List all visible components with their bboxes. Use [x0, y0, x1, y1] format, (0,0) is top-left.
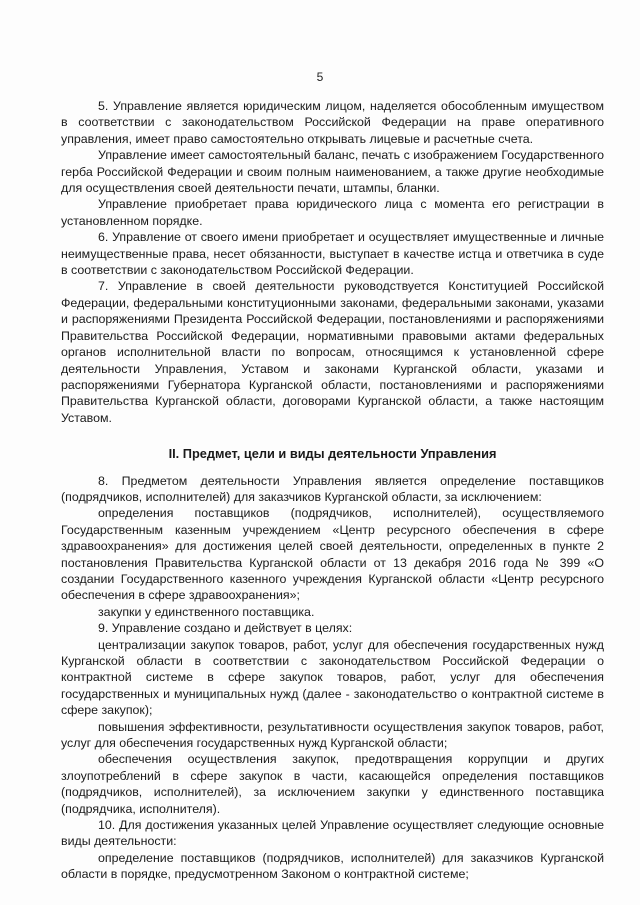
paragraph-5-legal-entity: Управление приобретает права юридического лица с момента его регистрации в установленном порядке. [61, 197, 604, 228]
paragraph-5: 5. Управление является юридическим лицом, наделяется обособленным имуществом в соответствии с законодательством Российской Федерации на праве оперативного управления, имеет право самостоятельно открывать лицевые и расчетные счета. [61, 99, 604, 146]
paragraph-10: 10. Для достижения указанных целей Управление осуществляет следующие основные виды деятельности: [61, 818, 604, 849]
paragraph-6: 6. Управление от своего имени приобретает и осуществляет имущественные и личные неимущественные права, несет обязанности, выступает в качестве истца и ответчика в суде в соответствии с законодательством Российской Федерации. [61, 230, 604, 278]
paragraph-9-goal-1: централизации закупок товаров, работ, услуг для обеспечения государственных нужд Курганской области в соответствии с законодательством Российской Федерации о контрактной системе в сфере закупок товаров, работ, услуг для обеспечения государственных и муниципальных нужд (далее - законодательство о контрактной системе в сфере закупок); [61, 637, 604, 718]
document-body [61, 98, 604, 883]
paragraph-9-goal-3: обеспечения осуществления закупок, предотвращения коррупции и других злоупотреблений в сфере закупок в части, касающейся определения поставщиков (подрядчиков, исполнителей), за исключением закупки у единственного поставщика (подрядчика, исполнителя). [61, 752, 604, 816]
paragraph-9-goal-2: повышения эффективности, результативности осуществления закупок товаров, работ, услуг для обеспечения государственных нужд Курганской области; [61, 719, 604, 751]
paragraph-5-balance: Управление имеет самостоятельный баланс, печать с изображением Государственного герба Российской Федерации и своим полным наименованием, а также другие необходимые для осуществления своей деятельности печати, штампы, бланки. [61, 148, 604, 196]
section-heading: II. Предмет, цели и виды деятельности Управления [168, 446, 497, 462]
paragraph-8: 8. Предметом деятельности Управления является определение поставщиков (подрядчиков, исполнителей) для заказчиков Курганской области, за исключением: [61, 473, 604, 504]
paragraph-7: 7. Управление в своей деятельности руководствуется Конституцией Российской Федерации, федеральными конституционными законами, федеральными законами, указами и распоряжениями Президента Российской Федерации, постановлениями и распоряжениями Правительства Российской Федерации, нормативными правовыми актами федеральных органов исполнительной власти по вопросам, относящимся к установленной сфере деятельности Управления, Уставом и законами Курганской области, указами и распоряжениями Губернатора Курганской области, постановлениями и распоряжениями Правительства Курганской области, договорами Курганской области, а также настоящим Уставом. [61, 279, 604, 425]
paragraph-10-activity-1: определение поставщиков (подрядчиков, исполнителей) для заказчиков Курганской области в порядке, предусмотренном Законом о контрактной системе; [61, 850, 604, 882]
paragraph-9: 9. Управление создано и действует в целях: [98, 621, 353, 636]
paragraph-8-exception-2: закупки у единственного поставщика. [98, 604, 315, 619]
paragraph-8-exception-1: определения поставщиков (подрядчиков, исполнителей), осуществляемого Государственным казенным учреждением «Центр ресурсного обеспечения в сфере здравоохранения» для достижения целей своей деятельности, определенных в пункте 2 постановления Правительства Курганской области от 13 декабря 2016 года № 399 «О создании Государственного казенного учреждения Курганской области «Центр ресурсного обеспечения в сфере здравоохранения»; [61, 506, 604, 603]
page-number: 5 [316, 70, 324, 84]
